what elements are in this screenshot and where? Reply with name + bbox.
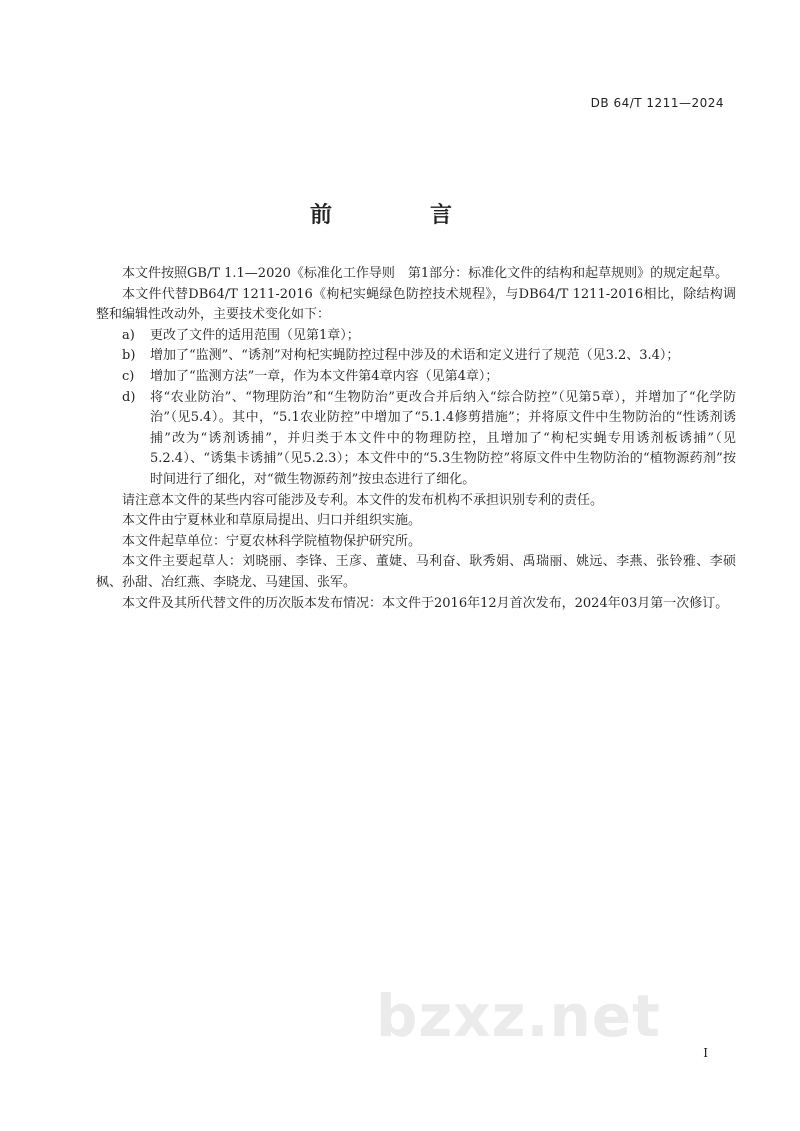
- document-code: DB 64/T 1211—2024: [590, 96, 724, 110]
- list-marker: c): [122, 368, 135, 384]
- paragraph-drafting-rules: 本文件按照GB/T 1.1—2020《标准化工作导则 第1部分：标准化文件的结构和起草规则》的规定起草。: [122, 266, 729, 281]
- list-marker: b): [122, 348, 136, 364]
- list-item-text: 将“农业防治”、“物理防治”和“生物防治”更改合并后纳入“综合防控”（见第5章），并增加了“化学防治”（见5.4）。其中，“5.1农业防控”中增加了“5.1.4修剪措施”；并将原文件中生物防治的“性诱剂诱捕”改为“诱剂诱捕”，并归类于本文件中的物理防控，且增加了“枸杞实蝇专用诱剂板诱捕”（见5.2.4）、“诱集卡诱捕”（见5.2.3）；本文件中的“5.3生物防控”将原文件中生物防治的“植物源药剂”按时间进行了细化，对“微生物源药剂”按虫态进行了细化。: [150, 389, 736, 487]
- page-title: 前 言: [309, 203, 490, 228]
- foreword-body: [96, 264, 736, 614]
- list-item-text: 增加了“监测”、“诱剂”对枸杞实蝇防控过程中涉及的术语和定义进行了规范（见3.2、3.4）；: [150, 348, 680, 364]
- paragraph-version-history: 本文件及其所代替文件的历次版本发布情况：本文件于2016年12月首次发布，2024年03月第一次修订。: [122, 595, 729, 611]
- paragraph-patent-notice: 请注意本文件的某些内容可能涉及专利。本文件的发布机构不承担识别专利的责任。: [122, 492, 604, 508]
- list-item: [96, 346, 736, 367]
- list-item: [96, 367, 736, 388]
- paragraph-replacement: 本文件代替DB64/T 1211-2016《枸杞实蝇绿色防控技术规程》，与DB64/T 1211-2016相比，除结构调整和编辑性改动外，主要技术变化如下：: [96, 286, 736, 323]
- paragraph-drafting-unit: 本文件起草单位：宁夏农林科学院植物保护研究所。: [122, 533, 422, 549]
- watermark: bzxz.net: [376, 982, 661, 1050]
- list-item-text: 增加了“监测方法”一章，作为本文件第4章内容（见第4章）；: [150, 368, 499, 384]
- list-item: [96, 326, 736, 347]
- list-marker: d): [122, 389, 136, 405]
- list-marker: a): [122, 327, 135, 343]
- paragraph-drafters: 本文件主要起草人：刘晓丽、李锋、王彦、董婕、马利奋、耿秀娟、禹瑞丽、姚远、李燕、张铃雅、李硕枫、孙甜、冶红燕、李晓龙、马建国、张军。: [96, 554, 736, 590]
- paragraph-proposer: 本文件由宁夏林业和草原局提出、归口并组织实施。: [122, 513, 422, 529]
- list-item-text: 更改了文件的适用范围（见第1章）；: [150, 327, 360, 343]
- page-number: I: [703, 1046, 708, 1060]
- list-item: [96, 388, 736, 491]
